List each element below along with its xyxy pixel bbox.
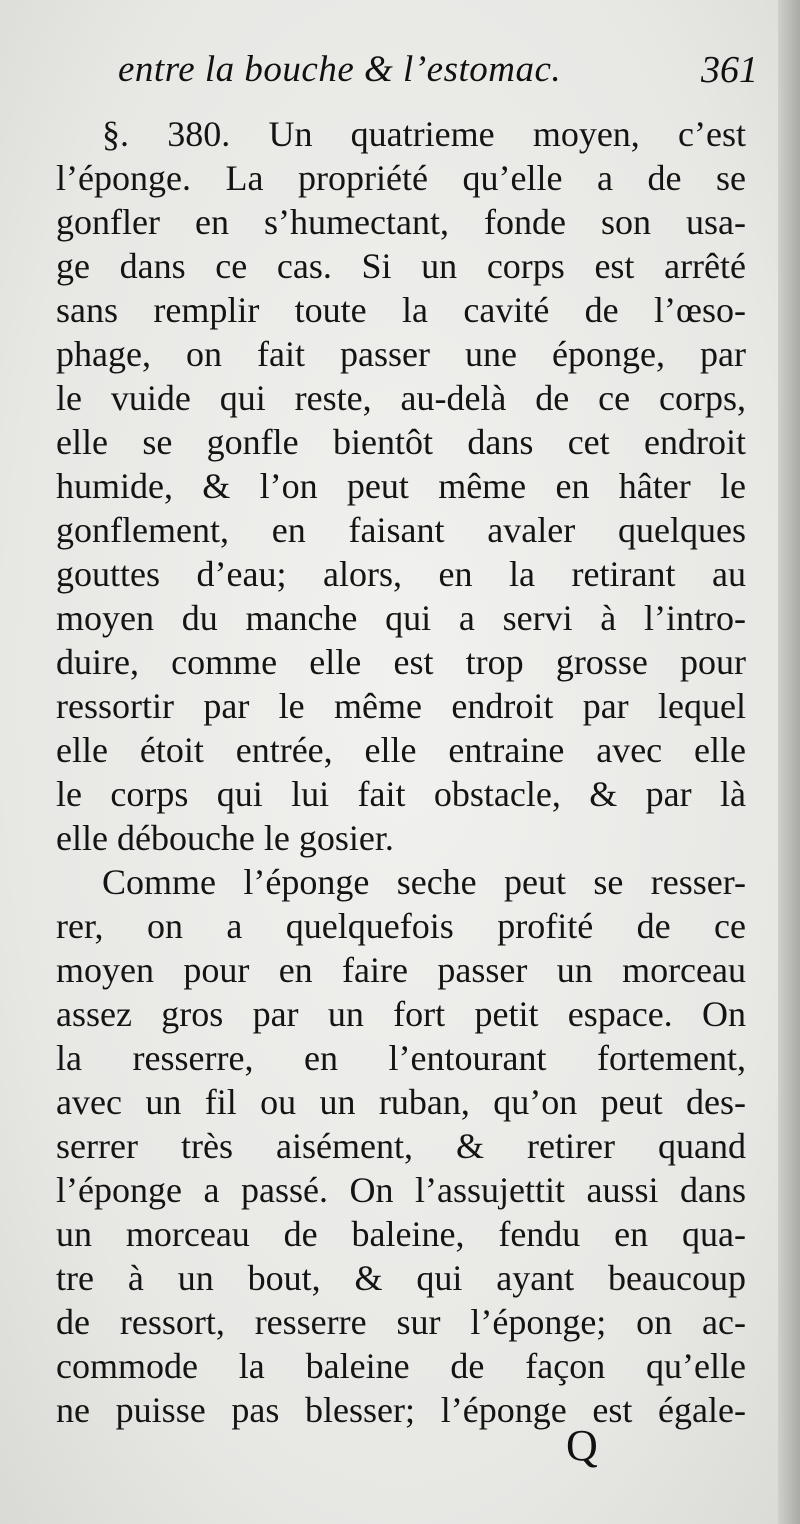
- signature-mark: Q: [566, 1421, 598, 1470]
- page-header: [118, 48, 758, 104]
- text-line: l’éponge. La propriété qu’elle a de se: [56, 158, 746, 198]
- text-line: rer, on a quelquefois profité de ce: [56, 906, 746, 946]
- text-line: ge dans ce cas. Si un corps est arrêté: [56, 246, 746, 286]
- text-line: humide, & l’on peut même en hâter le: [56, 466, 746, 506]
- text-line: §. 380. Un quatrieme moyen, c’est: [102, 114, 746, 154]
- text-line: elle débouche le gosier.: [56, 818, 394, 858]
- text-line: moyen pour en faire passer un morceau: [56, 950, 746, 990]
- text-line: moyen du manche qui a servi à l’intro-: [56, 598, 746, 638]
- text-line: de ressort, resserre sur l’éponge; on ac-: [56, 1302, 746, 1342]
- text-line: l’éponge a passé. On l’assujettit aussi dans: [56, 1170, 746, 1210]
- text-line: le vuide qui reste, au-delà de ce corps,: [56, 378, 746, 418]
- body-text: [56, 112, 746, 1432]
- running-title: entre la bouche & l’estomac.: [118, 49, 562, 90]
- text-line: ne puisse pas blesser; l’éponge est égale-: [56, 1390, 746, 1430]
- text-line: gouttes d’eau; alors, en la retirant au: [56, 554, 746, 594]
- text-line: gonfler en s’humectant, fonde son usa-: [56, 202, 746, 242]
- text-line: Comme l’éponge seche peut se resser-: [102, 862, 746, 902]
- text-line: avec un fil ou un ruban, qu’on peut des-: [56, 1082, 746, 1122]
- text-line: la resserre, en l’entourant fortement,: [56, 1038, 746, 1078]
- text-line: gonflement, en faisant avaler quelques: [56, 510, 746, 550]
- text-line: sans remplir toute la cavité de l’œso-: [56, 290, 746, 330]
- text-line: duire, comme elle est trop grosse pour: [56, 642, 746, 682]
- text-line: elle se gonfle bientôt dans cet endroit: [56, 422, 746, 462]
- text-line: tre à un bout, & qui ayant beaucoup: [56, 1258, 746, 1298]
- text-line: un morceau de baleine, fendu en qua-: [56, 1214, 746, 1254]
- text-line: serrer très aisément, & retirer quand: [56, 1126, 746, 1166]
- text-line: phage, on fait passer une éponge, par: [56, 334, 746, 374]
- text-line: ressortir par le même endroit par lequel: [56, 686, 746, 726]
- page-edge-shadow: [778, 0, 800, 1524]
- text-line: assez gros par un fort petit espace. On: [56, 994, 746, 1034]
- text-line: elle étoit entrée, elle entraine avec elle: [56, 730, 746, 770]
- text-line: le corps qui lui fait obstacle, & par là: [56, 774, 746, 814]
- text-line: commode la baleine de façon qu’elle: [56, 1346, 746, 1386]
- page-number: 361: [701, 49, 758, 91]
